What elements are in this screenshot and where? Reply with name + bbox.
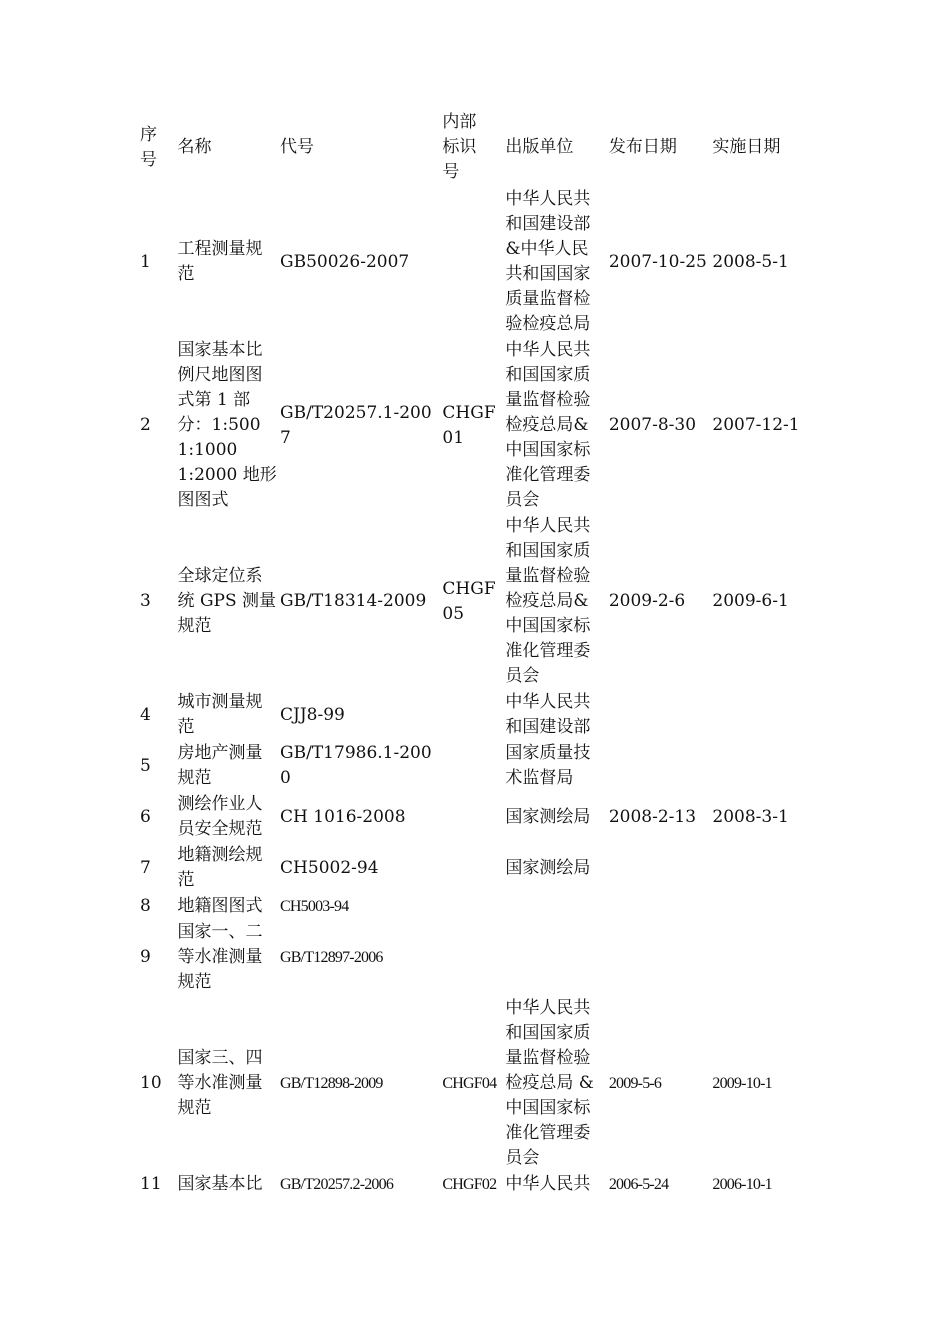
cell-publisher — [505, 920, 609, 996]
cell-issue-date — [609, 920, 713, 996]
cell-name: 国家基本比 — [177, 1174, 263, 1194]
cell-impl-date: 2006-10-1 — [712, 1176, 772, 1193]
cell-impl-date: 2008-5-1 — [712, 251, 789, 272]
cell-issue-date: 2008-2-13 — [608, 806, 697, 827]
cell-name: 城市测量规 范 — [177, 692, 263, 737]
cell-publisher: 中华人民共 — [505, 1174, 591, 1194]
table-row — [140, 338, 820, 514]
cell-no: 7 — [140, 857, 151, 878]
cell-internal-id — [442, 792, 505, 843]
cell-code: CH5003-94 — [280, 898, 349, 915]
cell-impl-date — [712, 920, 820, 996]
cell-publisher — [505, 894, 609, 920]
cell-code: GB/T17986.1-2000 — [280, 743, 432, 788]
table-row — [140, 741, 820, 792]
cell-name: 国家基本比 例尺地图图 式第 1 部 分：1:500 1:1000 1:2000 地形 图图式 — [177, 340, 277, 510]
cell-name: 地籍图图式 — [177, 896, 263, 916]
cell-publisher: 国家测绘局 — [505, 806, 591, 827]
cell-no: 2 — [140, 415, 151, 435]
cell-impl-date — [712, 741, 820, 792]
cell-internal-id — [442, 690, 505, 741]
table-row — [140, 920, 820, 996]
table-row — [140, 843, 820, 894]
cell-internal-id — [442, 894, 505, 920]
table-header-row — [140, 110, 820, 187]
cell-impl-date: 2007-12-1 — [712, 415, 800, 435]
cell-issue-date — [609, 843, 713, 894]
cell-code: GB50026-2007 — [280, 251, 410, 272]
table-row — [140, 894, 820, 920]
table-row — [140, 690, 820, 741]
cell-issue-date — [609, 741, 713, 792]
cell-issue-date: 2007-8-30 — [608, 415, 697, 435]
header-name: 名称 — [177, 137, 212, 157]
cell-internal-id — [442, 187, 505, 338]
cell-name: 房地产测量 规范 — [177, 743, 263, 788]
cell-code: GB/T18314-2009 — [280, 591, 427, 611]
header-issue-date: 发布日期 — [608, 137, 677, 157]
cell-internal-id: CHGF04 — [442, 1075, 497, 1092]
cell-no: 6 — [140, 806, 151, 827]
cell-publisher: 中华人民共 和国建设部 — [505, 692, 591, 737]
cell-issue-date — [609, 894, 713, 920]
cell-code: GB/T20257.2-2006 — [280, 1176, 394, 1193]
cell-publisher: 中华人民共 和国国家质 量监督检验 检疫总局 & 中国国家标 准化管理委 员会 — [505, 998, 594, 1168]
cell-no: 3 — [140, 591, 151, 611]
cell-internal-id: CHGF05 — [442, 578, 496, 624]
cell-internal-id — [442, 843, 505, 894]
standards-document — [140, 110, 830, 1198]
table-row — [140, 514, 820, 690]
cell-publisher: 国家质量技 术监督局 — [505, 743, 591, 788]
cell-issue-date — [609, 690, 713, 741]
header-internal-id: 内部 标识 号 — [442, 112, 477, 182]
cell-publisher: 中华人民共 和国国家质 量监督检验 检疫总局& 中国国家标 准化管理委 员会 — [505, 516, 591, 686]
header-impl-date: 实施日期 — [712, 137, 781, 157]
cell-no: 1 — [140, 251, 151, 272]
cell-code: CJJ8-99 — [280, 704, 345, 725]
cell-no: 10 — [140, 1073, 162, 1093]
table-row — [140, 996, 820, 1172]
cell-impl-date — [712, 894, 820, 920]
cell-name: 全球定位系 统 GPS 测量 规范 — [177, 566, 277, 636]
cell-name: 国家三、四 等水准测量 规范 — [177, 1048, 263, 1118]
table-row — [140, 187, 820, 338]
cell-impl-date: 2009-10-1 — [712, 1075, 772, 1092]
cell-impl-date: 2009-6-1 — [712, 591, 789, 611]
cell-publisher: 中华人民共 和国国家质 量监督检验 检疫总局& 中国国家标 准化管理委 员会 — [505, 340, 591, 510]
cell-name: 地籍测绘规 范 — [177, 845, 263, 890]
cell-no: 5 — [140, 755, 151, 776]
cell-impl-date — [712, 843, 820, 894]
cell-internal-id: CHGF01 — [442, 402, 496, 448]
cell-no: 8 — [140, 896, 151, 916]
cell-code: CH 1016-2008 — [280, 806, 406, 827]
header-publisher: 出版单位 — [505, 137, 574, 157]
cell-name: 工程测量规 范 — [177, 239, 263, 284]
standards-table — [140, 110, 820, 1198]
cell-publisher: 国家测绘局 — [505, 857, 591, 878]
cell-name: 国家一、二 等水准测量 规范 — [177, 922, 263, 992]
cell-name: 测绘作业人 员安全规范 — [177, 794, 263, 839]
table-row — [140, 792, 820, 843]
header-no: 序 号 — [140, 124, 157, 170]
cell-internal-id: CHGF02 — [442, 1176, 497, 1193]
cell-code: CH5002-94 — [280, 857, 379, 878]
table-row — [140, 1172, 820, 1198]
cell-code: GB/T12898-2009 — [280, 1075, 383, 1092]
cell-publisher: 中华人民共 和国建设部 &中华人民 共和国国家 质量监督检 验检疫总局 — [505, 189, 591, 334]
cell-impl-date — [712, 690, 820, 741]
cell-no: 9 — [140, 947, 151, 967]
cell-issue-date: 2007-10-25 — [608, 251, 707, 272]
cell-issue-date: 2006-5-24 — [608, 1176, 669, 1193]
cell-no: 4 — [140, 704, 151, 725]
cell-internal-id — [442, 920, 505, 996]
cell-internal-id — [442, 741, 505, 792]
cell-impl-date: 2008-3-1 — [712, 806, 789, 827]
cell-code: GB/T20257.1-2007 — [280, 402, 432, 448]
cell-issue-date: 2009-2-6 — [608, 591, 686, 611]
cell-issue-date: 2009-5-6 — [608, 1075, 662, 1092]
cell-code: GB/T12897-2006 — [280, 949, 383, 966]
cell-no: 11 — [140, 1174, 162, 1194]
header-code: 代号 — [280, 137, 315, 157]
